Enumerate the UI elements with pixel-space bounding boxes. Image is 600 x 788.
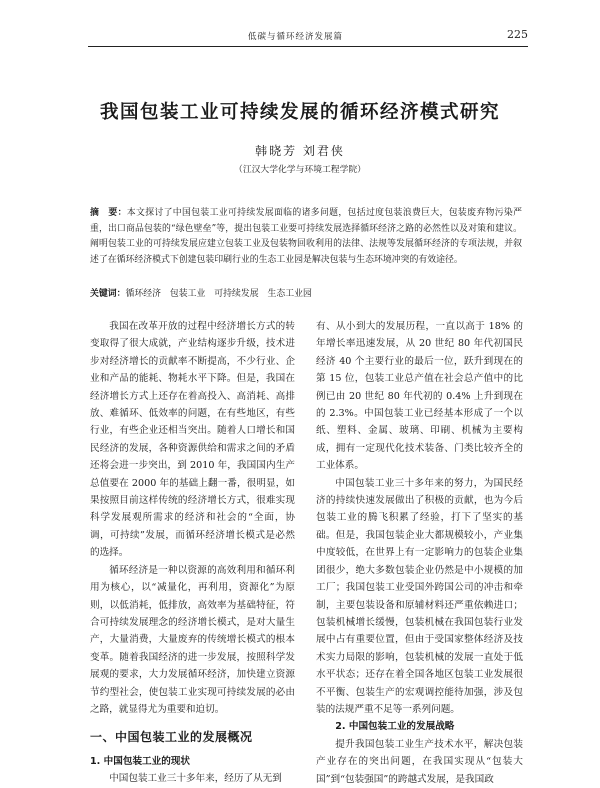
left-column	[90, 318, 295, 788]
keywords-text: 循环经济 包装工业 可持续发展 生态工业园	[125, 289, 312, 299]
section-heading: 一、中国包装工业的发展概况	[90, 730, 253, 745]
body-paragraph: 有、从小到大的发展历程，一直以高于 18% 的年增长率迅速发展，从 20 世纪 80 年代初国民经济 40 个主要行业的最后一位，跃升到现在的第 15 位，包装工业总产值在社会总产值中的比例已由 20 世纪 80 年代初的 0.4% 上升到现在的 2.3%。中国包装工业已经基本形成了一个以纸、塑料、金属、玻璃、印刷、机械为主要构成，拥有一定现代化技术装备、门类比较齐全的工业体系。	[316, 321, 523, 472]
body-paragraph: 我国在改革开放的过程中经济增长方式的转变取得了很大成就，产业结构逐步升级，技术进步对经济增长的贡献率不断提高，不少行业、企业和产品的能耗、物耗水平下降。但是，我国在经济增长方式上还存在着高投入、高消耗、高排放、难循环、低效率的问题，在有些地区，有些行业，有些企业还相当突出。随着人口增长和国民经济的发展，各种资源供给和需求之间的矛盾还将会进一步突出，到 2010 年，我国国内生产总值要在 2000 年的基础上翻一番，很明显，如果按照目前这样传统的经济增长方式，很难实现科学发展观所需求的经济和社会的“全面，协调，可持续”发展，而循环经济增长模式是必然的选择。	[90, 321, 295, 559]
abstract-label: 摘 要：	[90, 208, 127, 218]
keywords	[90, 287, 522, 302]
body-paragraph: 提升我国包装工业生产技术水平，解决包装产业存在的突出问题，在我国实现从“包装大国”到“包装强国”的跨越式发展，是我国政	[316, 738, 523, 785]
body-paragraph: 循环经济是一种以资源的高效利用和循环利用为核心，以“减量化，再利用，资源化”为原则，以低消耗，低排放，高效率为基础特征，符合可持续发展理念的经济增长模式，是对大量生产，大量消费，大量废弃的传统增长模式的根本变革。随着我国经济的进一步发展，按照科学发展观的要求，大力发展循环经济，加快建立资源节约型社会，使包装工业实现可持续发展的必由之路，就显得尤为重要和迫切。	[90, 564, 295, 715]
running-title: 低碳与循环经济发展篇	[248, 32, 344, 42]
paper-title: 我国包装工业可持续发展的循环经济模式研究	[99, 102, 500, 123]
authors: 韩晓芳 刘君侠	[255, 144, 345, 158]
abstract-text: 本文探讨了中国包装工业可持续发展面临的诸多问题，包括过度包装浪费巨大，包装废弃物污染严重，出口商品包装的“绿色壁垒”等，提出包装工业要可持续发展选择循环经济之路的必然性以及对策和建议。阐明包装工业的可持续发展应建立包装工业及包装物回收利用的法律、法规等发展循环经济的专项法规，并叙述了在循环经济模式下创建包装印刷行业的生态工业园是解决包装与生态环境冲突的有效途径。	[90, 208, 522, 265]
abstract	[90, 206, 522, 268]
affiliation: （江汉大学化学与环境工程学院）	[234, 165, 366, 175]
body-paragraph: 中国包装工业三十多年来的努力，为国民经济的持续快速发展做出了积极的贡献，也为今后包装工业的腾飞积累了经验，打下了坚实的基础。但是，我国包装企业大都规模较小，产业集中度较低，在世界上有一定影响力的包装企业集团很少，绝大多数包装企业仍然是中小规模的加工厂；我国包装工业受国外跨国公司的冲击和牵制，主要包装设备和原辅材料还严重依赖进口；包装机械增长缓慢，包装机械在我国包装行业发展中占有重要位置，但由于受国家整体经济及技术实力局限的影响，包装机械的发展一直处于低水平状态；还存在着全国各地区包装工业发展很不平衡、包装生产的宏观调控能待加强，涉及包装的法规严重不足等一系列问题。	[316, 477, 523, 715]
subsection-heading: 2. 中国包装工业的发展战略	[335, 721, 455, 733]
keywords-label: 关键词：	[90, 289, 126, 299]
running-header	[88, 30, 528, 47]
subsection-heading: 1. 中国包装工业的现状	[90, 755, 191, 767]
page-number: 225	[507, 28, 528, 41]
body-paragraph: 中国包装工业三十多年来，经历了从无到	[109, 773, 282, 785]
right-column	[316, 318, 523, 788]
